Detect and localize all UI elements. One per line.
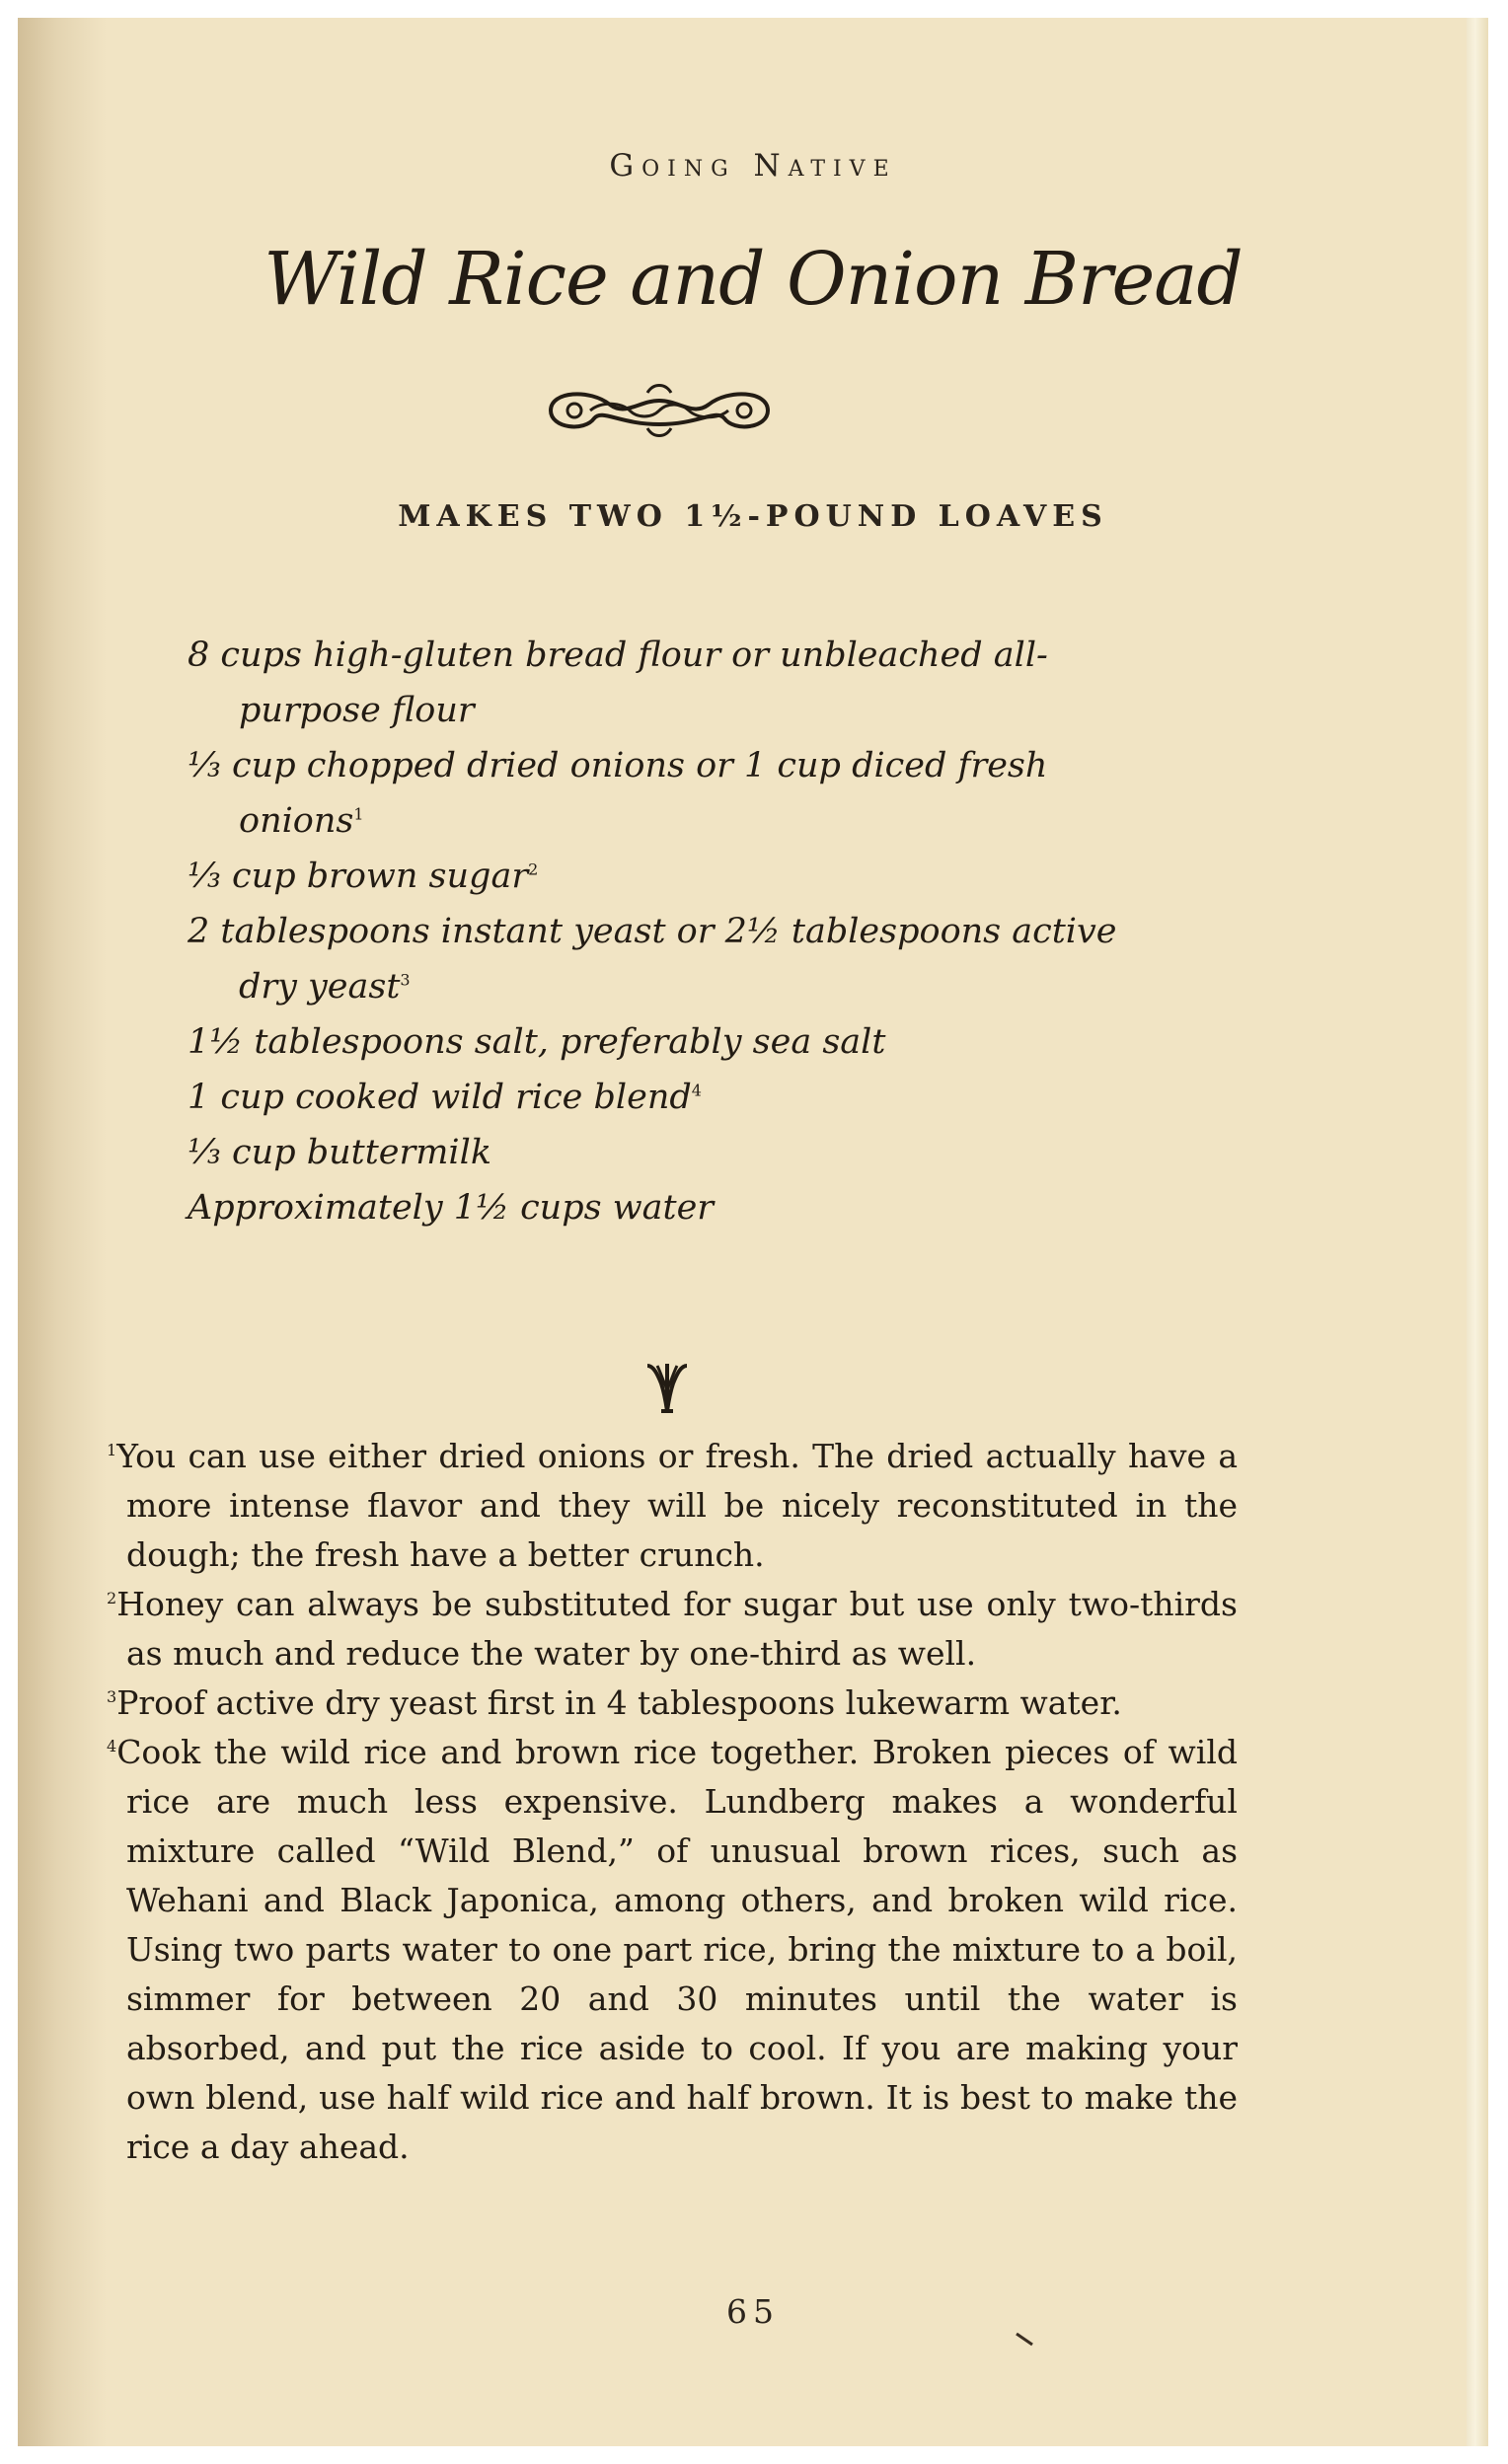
ingredient-item: 2 tablespoons instant yeast or 2½ tablespoons active dry yeast$^3$ [188, 912, 1117, 1007]
footnote-ref: 1 [353, 804, 364, 824]
yield-line: MAKES TWO 1½-POUND LOAVES [398, 499, 1108, 534]
ingredient-item: ⅓ cup brown sugar$^2$ [188, 857, 539, 896]
footnote-number: 3 [107, 1687, 117, 1706]
scroll-ornament-icon [531, 379, 788, 442]
running-head: Going Native [609, 148, 897, 184]
footnote: $^3$Proof active dry yeast first in 4 tablespoons lukewarm water. [107, 1683, 1122, 1722]
ingredient-item: ⅓ cup chopped dried onions or 1 cup diced fresh onions$^1$ [188, 746, 1048, 841]
ingredient-item: 1 cup cooked wild rice blend$^4$ [188, 1078, 702, 1117]
footnote-ref: 3 [400, 970, 411, 990]
page-number: 65 [726, 2292, 780, 2331]
floral-divider-icon [643, 1360, 691, 1417]
ingredient-item: ⅓ cup buttermilk [188, 1133, 492, 1172]
footnote-ref: 4 [691, 1081, 702, 1100]
footnote-number: 2 [107, 1589, 117, 1607]
page-edge [1467, 18, 1488, 2446]
footnote-ref: 2 [528, 859, 539, 879]
ingredient-item: 8 cups high-gluten bread flour or unbleached all-purpose flour [188, 635, 1048, 730]
ingredient-list [188, 628, 1174, 1235]
book-page [18, 18, 1488, 2446]
ingredient-item: 1½ tablespoons salt, preferably sea salt [188, 1022, 886, 1062]
recipe-title: Wild Rice and Onion Bread [264, 237, 1243, 322]
ingredient-item: Approximately 1½ cups water [188, 1188, 715, 1228]
footnote-number: 1 [107, 1441, 117, 1459]
footnote: $^4$Cook the wild rice and brown rice together. Broken pieces of wild rice are much less expensive. Lundberg makes a wonderful mixture called “Wild Blend,” of unusual brown rices, such as Wehani and Black Japonica, among others, and broken wild rice. Using two parts water to one part rice, bring the mixture to a boil, simmer for between 20 and 30 minutes until the water is absorbed, and put the rice aside to cool. If you are making your own blend, use half wild rice and half brown. It is best to make the rice a day ahead. [107, 1733, 1238, 2166]
footnotes [107, 1432, 1238, 2172]
footnote-number: 4 [107, 1737, 117, 1755]
footnote: $^2$Honey can always be substituted for sugar but use only two-thirds as much and reduce the water by one-third as well. [107, 1585, 1238, 1673]
footnote: $^1$You can use either dried onions or fresh. The dried actually have a more intense flavor and they will be nicely reconstituted in the dough; the fresh have a better crunch. [107, 1437, 1238, 1574]
ink-mark [1015, 2332, 1036, 2348]
